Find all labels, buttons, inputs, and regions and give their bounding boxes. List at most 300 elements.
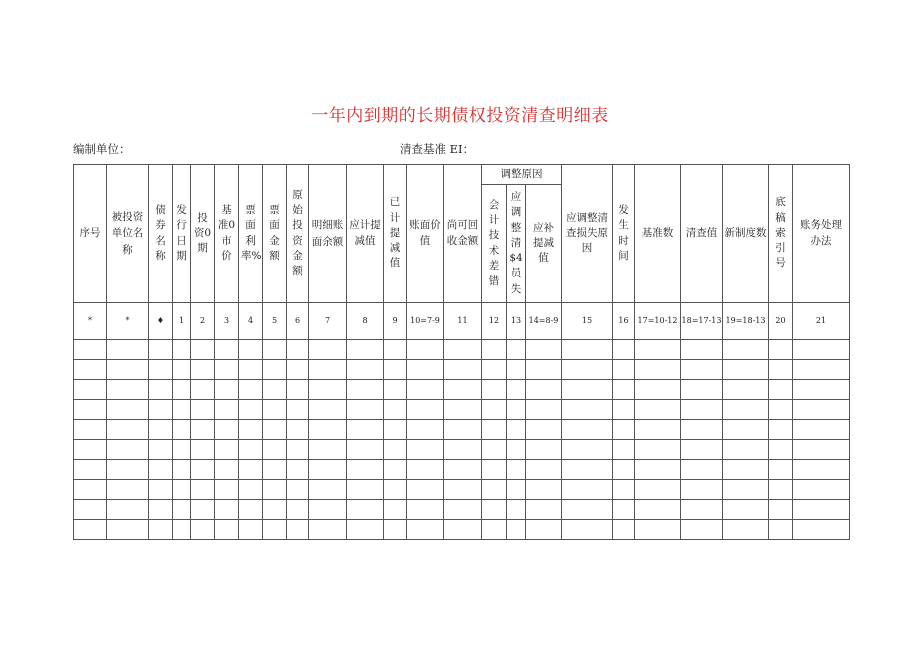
table-cell [635, 440, 681, 460]
column-number-row [74, 303, 850, 340]
table-cell [263, 360, 287, 380]
table-cell [407, 480, 444, 500]
header-cell: 已计提减值 [384, 165, 407, 303]
header-cell: 序号 [74, 165, 107, 303]
table-cell [681, 460, 723, 480]
table-cell [444, 400, 482, 420]
table-cell [309, 400, 347, 420]
column-number-cell: 21 [793, 303, 850, 340]
table-cell [287, 500, 309, 520]
table-cell [613, 400, 635, 420]
column-number-cell: 11 [444, 303, 482, 340]
table-cell [74, 500, 107, 520]
table-cell [793, 400, 850, 420]
table-row [74, 340, 850, 360]
table-cell [723, 400, 769, 420]
table-row [74, 460, 850, 480]
table-row [74, 420, 850, 440]
table-cell [526, 360, 562, 380]
table-cell [191, 400, 215, 420]
table-cell [526, 380, 562, 400]
table-cell [173, 440, 191, 460]
table-cell [482, 480, 507, 500]
table-cell [239, 400, 263, 420]
table-cell [309, 440, 347, 460]
table-cell [681, 380, 723, 400]
table-cell [681, 360, 723, 380]
table-cell [384, 440, 407, 460]
table-cell [215, 440, 239, 460]
table-cell [347, 420, 384, 440]
header-cell: 原始投资金额 [287, 165, 309, 303]
column-number-cell: 7 [309, 303, 347, 340]
table-cell [769, 340, 793, 360]
table-cell [287, 520, 309, 540]
table-cell [681, 480, 723, 500]
table-cell [347, 460, 384, 480]
table-row [74, 500, 850, 520]
table-cell [347, 440, 384, 460]
table-cell [74, 420, 107, 440]
table-cell [74, 400, 107, 420]
table-cell [635, 420, 681, 440]
header-cell: 尚可回收金额 [444, 165, 482, 303]
header-cell: 发行日期 [173, 165, 191, 303]
table-cell [482, 500, 507, 520]
table-cell [681, 340, 723, 360]
column-number-cell: 12 [482, 303, 507, 340]
table-cell [263, 420, 287, 440]
table-cell [526, 400, 562, 420]
table-cell [215, 520, 239, 540]
table-cell [287, 360, 309, 380]
table-cell [407, 420, 444, 440]
table-cell [769, 480, 793, 500]
table-cell [239, 380, 263, 400]
table-cell [635, 500, 681, 520]
table-cell [407, 340, 444, 360]
table-cell [635, 360, 681, 380]
table-cell [793, 520, 850, 540]
table-cell [613, 460, 635, 480]
column-number-cell: * [107, 303, 149, 340]
table-cell [444, 480, 482, 500]
table-cell [287, 420, 309, 440]
column-number-cell: 6 [287, 303, 309, 340]
header-row [74, 165, 850, 185]
table-cell [107, 440, 149, 460]
table-cell [191, 460, 215, 480]
column-number-cell: 4 [239, 303, 263, 340]
table-cell [173, 400, 191, 420]
table-cell [562, 440, 613, 460]
header-cell: 新制度数 [723, 165, 769, 303]
table-cell [263, 460, 287, 480]
table-cell [793, 340, 850, 360]
column-number-cell: 2 [191, 303, 215, 340]
table-cell [384, 340, 407, 360]
table-cell [613, 420, 635, 440]
table-cell [407, 400, 444, 420]
header-cell: 票面利率% [239, 165, 263, 303]
table-cell [74, 340, 107, 360]
table-cell [562, 460, 613, 480]
table-cell [173, 380, 191, 400]
table-cell [191, 440, 215, 460]
table-cell [173, 420, 191, 440]
table-cell [444, 520, 482, 540]
table-cell [613, 440, 635, 460]
table-cell [384, 400, 407, 420]
table-cell [149, 480, 173, 500]
table-cell [191, 420, 215, 440]
table-cell [384, 520, 407, 540]
table-cell [635, 380, 681, 400]
table-cell [526, 420, 562, 440]
header-cell: 会计技术差错 [482, 185, 507, 303]
table-cell [215, 480, 239, 500]
table-cell [215, 400, 239, 420]
table-cell [74, 440, 107, 460]
table-cell [149, 360, 173, 380]
header-cell: 账务处理办法 [793, 165, 850, 303]
table-cell [444, 420, 482, 440]
table-cell [526, 520, 562, 540]
table-cell [173, 460, 191, 480]
table-cell [769, 420, 793, 440]
table-row [74, 400, 850, 420]
table-cell [239, 440, 263, 460]
table-cell [635, 400, 681, 420]
table-cell [309, 420, 347, 440]
table-cell [74, 380, 107, 400]
table-cell [793, 480, 850, 500]
table-cell [613, 520, 635, 540]
table-cell [723, 380, 769, 400]
table-cell [149, 500, 173, 520]
table-cell [309, 480, 347, 500]
table-cell [793, 500, 850, 520]
header-cell: 债券名称 [149, 165, 173, 303]
table-cell [723, 500, 769, 520]
table-cell [613, 380, 635, 400]
table-cell [681, 420, 723, 440]
table-cell [74, 480, 107, 500]
table-cell [239, 360, 263, 380]
table-row [74, 380, 850, 400]
table-cell [239, 520, 263, 540]
header-cell: 应调整清查损失原因 [562, 165, 613, 303]
table-cell [347, 480, 384, 500]
table-cell [309, 500, 347, 520]
table-cell [149, 400, 173, 420]
column-number-cell: 1 [173, 303, 191, 340]
table-cell [407, 440, 444, 460]
table-cell [309, 340, 347, 360]
column-number-cell: 13 [507, 303, 526, 340]
table-cell [239, 420, 263, 440]
table-cell [347, 400, 384, 420]
table-cell [263, 480, 287, 500]
table-cell [769, 440, 793, 460]
header-cell: 被投资单位名称 [107, 165, 149, 303]
table-cell [287, 340, 309, 360]
table-cell [191, 480, 215, 500]
table-cell [287, 440, 309, 460]
table-cell [107, 360, 149, 380]
table-cell [793, 380, 850, 400]
header-cell: 票面金额 [263, 165, 287, 303]
table-cell [215, 380, 239, 400]
table-cell [507, 360, 526, 380]
table-cell [407, 360, 444, 380]
table-cell [507, 400, 526, 420]
column-number-cell: 10=7-9 [407, 303, 444, 340]
table-cell [309, 460, 347, 480]
table-cell [562, 400, 613, 420]
table-cell [173, 480, 191, 500]
table-cell [407, 380, 444, 400]
table-cell [507, 500, 526, 520]
table-cell [407, 500, 444, 520]
table-cell [613, 360, 635, 380]
table-cell [562, 360, 613, 380]
table-cell [562, 420, 613, 440]
table-cell [562, 500, 613, 520]
table-cell [215, 340, 239, 360]
table-cell [263, 380, 287, 400]
adjustment-reason-group-header: 调整原因 [482, 165, 562, 185]
column-number-cell: 15 [562, 303, 613, 340]
table-cell [347, 360, 384, 380]
table-cell [191, 380, 215, 400]
table-cell [239, 340, 263, 360]
column-number-cell: 8 [347, 303, 384, 340]
table-cell [309, 520, 347, 540]
table-cell [347, 380, 384, 400]
table-cell [191, 520, 215, 540]
table-cell [287, 400, 309, 420]
table-cell [149, 340, 173, 360]
table-cell [681, 400, 723, 420]
table-cell [263, 340, 287, 360]
table-cell [482, 420, 507, 440]
table-cell [107, 500, 149, 520]
table-cell [507, 340, 526, 360]
table-cell [149, 420, 173, 440]
table-cell [526, 500, 562, 520]
table-cell [681, 500, 723, 520]
table-cell [407, 460, 444, 480]
table-cell [482, 460, 507, 480]
table-cell [191, 340, 215, 360]
table-cell [793, 440, 850, 460]
header-cell: 基准数 [635, 165, 681, 303]
table-cell [444, 360, 482, 380]
table-cell [173, 500, 191, 520]
table-cell [107, 340, 149, 360]
inventory-basis-date-label: 清查基准 EI： [400, 142, 475, 156]
table-cell [347, 520, 384, 540]
table-cell [384, 380, 407, 400]
table-cell [681, 440, 723, 460]
table-cell [384, 420, 407, 440]
table-cell [347, 500, 384, 520]
column-number-cell: 14=8-9 [526, 303, 562, 340]
table-cell [287, 380, 309, 400]
table-cell [769, 460, 793, 480]
preparing-unit-label: 编制单位： [73, 142, 131, 156]
table-cell [309, 380, 347, 400]
table-cell [562, 380, 613, 400]
table-cell [384, 360, 407, 380]
table-cell [482, 380, 507, 400]
table-cell [347, 340, 384, 360]
table-cell [482, 400, 507, 420]
table-cell [309, 360, 347, 380]
header-cell: 应补提减值 [526, 185, 562, 303]
table-cell [444, 380, 482, 400]
table-cell [769, 500, 793, 520]
table-cell [444, 340, 482, 360]
table-cell [507, 440, 526, 460]
header-cell: 基准0市价 [215, 165, 239, 303]
table-cell [507, 380, 526, 400]
table-cell [107, 400, 149, 420]
table-cell [769, 380, 793, 400]
table-cell [287, 480, 309, 500]
table-cell [215, 360, 239, 380]
table-cell [191, 360, 215, 380]
table-cell [562, 520, 613, 540]
table-cell [215, 500, 239, 520]
table-cell [681, 520, 723, 540]
column-number-cell: 20 [769, 303, 793, 340]
table-cell [384, 500, 407, 520]
table-cell [149, 520, 173, 540]
table-cell [723, 460, 769, 480]
table-cell [507, 480, 526, 500]
table-row [74, 480, 850, 500]
table-cell [173, 520, 191, 540]
header-cell: 明细账面余额 [309, 165, 347, 303]
column-number-cell: ♦ [149, 303, 173, 340]
table-cell [239, 500, 263, 520]
table-cell [507, 520, 526, 540]
table-cell [613, 500, 635, 520]
table-cell [215, 460, 239, 480]
column-number-cell: 19=18-13 [723, 303, 769, 340]
column-number-cell: 17=10-12 [635, 303, 681, 340]
table-cell [74, 460, 107, 480]
table-cell [793, 460, 850, 480]
table-cell [263, 520, 287, 540]
table-cell [107, 460, 149, 480]
column-number-cell: 3 [215, 303, 239, 340]
table-cell [635, 520, 681, 540]
table-cell [613, 340, 635, 360]
table-cell [723, 420, 769, 440]
table-cell [635, 480, 681, 500]
table-cell [526, 440, 562, 460]
table-cell [149, 440, 173, 460]
table-cell [482, 520, 507, 540]
table-cell [723, 480, 769, 500]
table-cell [215, 420, 239, 440]
table-cell [482, 440, 507, 460]
table-cell [507, 420, 526, 440]
header-cell: 清查值 [681, 165, 723, 303]
table-cell [482, 340, 507, 360]
table-row [74, 440, 850, 460]
table-cell [107, 480, 149, 500]
table-cell [723, 360, 769, 380]
column-number-cell: 16 [613, 303, 635, 340]
header-cell: 底稿索引号 [769, 165, 793, 303]
header-cell: 应计提减值 [347, 165, 384, 303]
table-cell [74, 520, 107, 540]
table-cell [263, 440, 287, 460]
table-cell [613, 480, 635, 500]
table-cell [149, 380, 173, 400]
header-cell: 应调整清$4员失 [507, 185, 526, 303]
table-row [74, 520, 850, 540]
column-number-cell: 5 [263, 303, 287, 340]
header-cell: 发生时间 [613, 165, 635, 303]
table-cell [723, 340, 769, 360]
table-cell [769, 520, 793, 540]
table-cell [526, 480, 562, 500]
table-cell [239, 480, 263, 500]
table-cell [507, 460, 526, 480]
table-row [74, 360, 850, 380]
column-number-cell: 18=17-13 [681, 303, 723, 340]
table-cell [263, 400, 287, 420]
table-cell [793, 420, 850, 440]
table-cell [769, 360, 793, 380]
table-cell [191, 500, 215, 520]
header-cell: 投资0期 [191, 165, 215, 303]
table-cell [239, 460, 263, 480]
table-cell [107, 520, 149, 540]
table-cell [635, 460, 681, 480]
table-cell [444, 460, 482, 480]
table-cell [526, 340, 562, 360]
table-cell [769, 400, 793, 420]
table-cell [384, 480, 407, 500]
page-title: 一年内到期的长期债权投资清查明细表 [311, 106, 609, 126]
table-cell [287, 460, 309, 480]
table-cell [793, 360, 850, 380]
inventory-detail-table [73, 164, 850, 540]
table-cell [723, 520, 769, 540]
header-cell: 账面价值 [407, 165, 444, 303]
table-cell [74, 360, 107, 380]
table-cell [482, 360, 507, 380]
table-cell [444, 500, 482, 520]
column-number-cell: 9 [384, 303, 407, 340]
table-cell [562, 480, 613, 500]
table-cell [173, 360, 191, 380]
table-cell [107, 380, 149, 400]
table-cell [407, 520, 444, 540]
table-cell [107, 420, 149, 440]
table-body [74, 165, 850, 540]
table-cell [444, 440, 482, 460]
table-cell [173, 340, 191, 360]
table-cell [635, 340, 681, 360]
table-cell [723, 440, 769, 460]
